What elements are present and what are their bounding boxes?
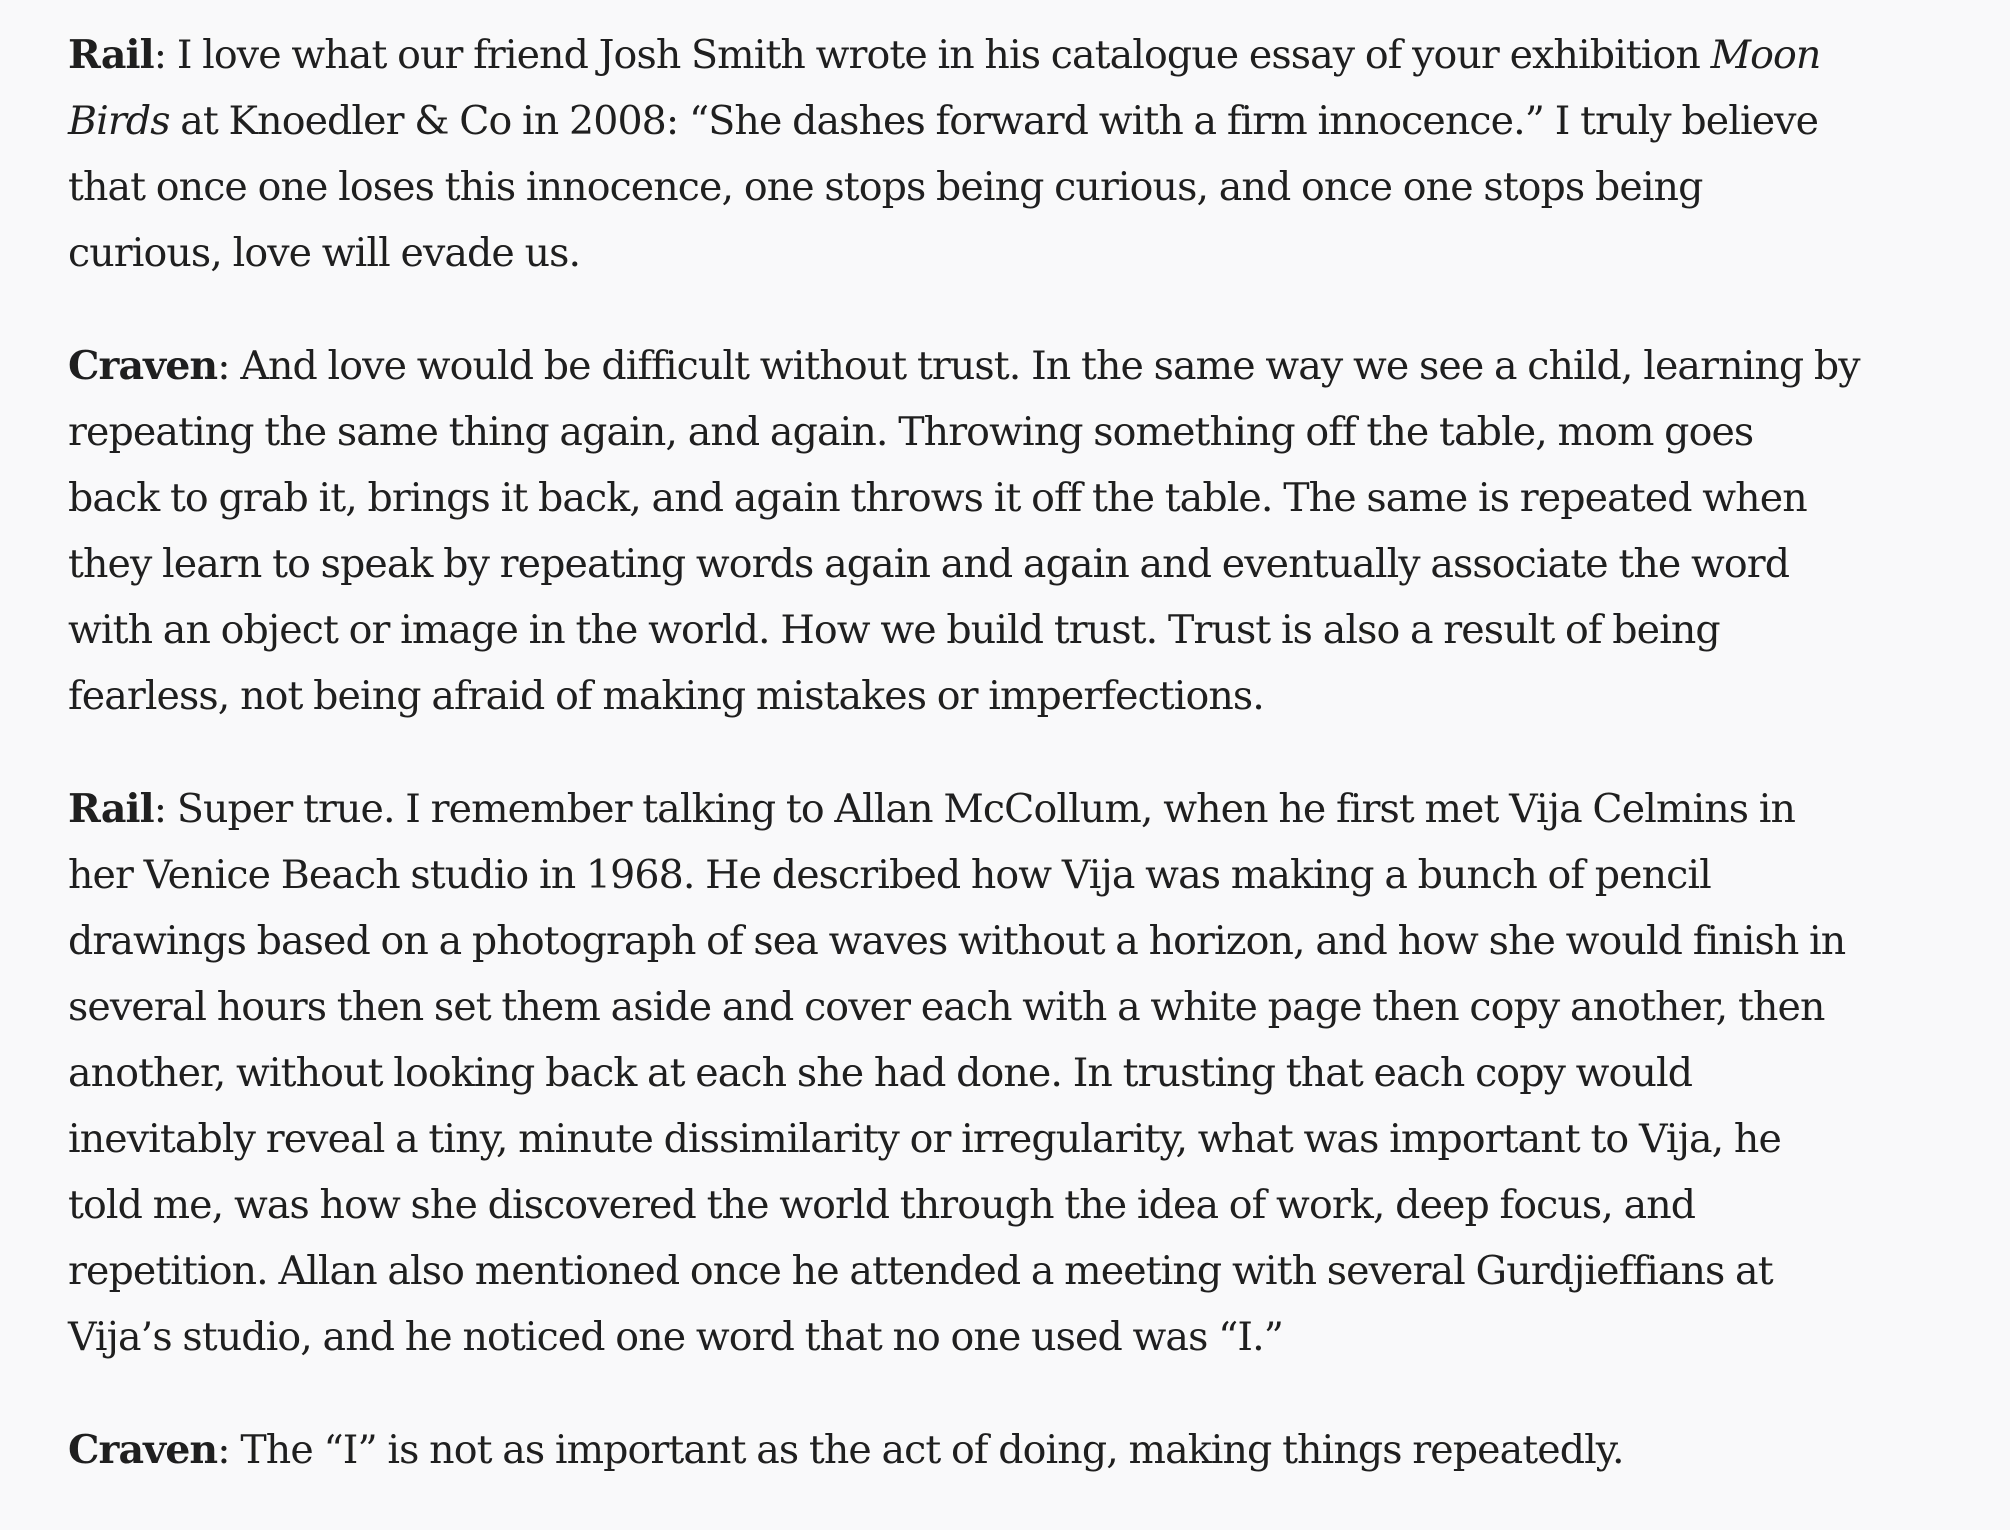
speaker-name: Rail bbox=[68, 786, 154, 832]
text-line bbox=[68, 776, 1968, 842]
text-line: several hours then set them aside and cover each with a white page then copy another, then bbox=[68, 984, 1825, 1030]
text-line: Vija’s studio, and he noticed one word that no one used was “I.” bbox=[68, 1314, 1284, 1360]
italic-title: Moon bbox=[1710, 32, 1821, 78]
exchange-rail-1 bbox=[68, 22, 1968, 286]
text-line: inevitably reveal a tiny, minute dissimilarity or irregularity, what was important to Vija, he bbox=[68, 1116, 1781, 1162]
text-line: repetition. Allan also mentioned once he attended a meeting with several Gurdjieffians at bbox=[68, 1248, 1773, 1294]
speaker-colon: : bbox=[153, 786, 167, 832]
line-text: And love would be difficult without trust. In the same way we see a child, learning by bbox=[229, 343, 1860, 389]
text-line: repeating the same thing again, and again. Throwing something off the table, mom goes bbox=[68, 409, 1754, 455]
exchange-craven-1 bbox=[68, 333, 1968, 729]
interview-article bbox=[68, 22, 1968, 1530]
text-line bbox=[68, 333, 1968, 399]
text-line: told me, was how she discovered the world through the idea of work, deep focus, and bbox=[68, 1182, 1696, 1228]
speaker-name: Craven bbox=[68, 1427, 218, 1473]
speaker-name: Craven bbox=[68, 343, 218, 389]
text-line bbox=[68, 88, 1968, 154]
speaker-name: Rail bbox=[68, 32, 154, 78]
speaker-colon: : bbox=[217, 343, 230, 389]
line-text: at Knoedler & Co in 2008: “She dashes forward with a firm innocence.” I truly believe bbox=[169, 98, 1819, 144]
text-line: curious, love will evade us. bbox=[68, 230, 581, 276]
text-line: back to grab it, brings it back, and again throws it off the table. The same is repeated when bbox=[68, 475, 1807, 521]
text-line: with an object or image in the world. How we build trust. Trust is also a result of being bbox=[68, 607, 1720, 653]
italic-title: Birds bbox=[68, 98, 170, 144]
exchange-craven-2 bbox=[68, 1417, 1968, 1483]
text-line bbox=[68, 22, 1968, 88]
text-line: drawings based on a photograph of sea waves without a horizon, and how she would finish in bbox=[68, 918, 1846, 964]
text-line: that once one loses this innocence, one stops being curious, and once one stops being bbox=[68, 164, 1703, 210]
exchange-rail-2 bbox=[68, 776, 1968, 1370]
text-line: her Venice Beach studio in 1968. He described how Vija was making a bunch of pencil bbox=[68, 852, 1711, 898]
text-line bbox=[68, 1417, 1968, 1483]
line-text: Super true. I remember talking to Allan McCollum, when he first met Vija Celmins in bbox=[166, 786, 1796, 832]
speaker-colon: : bbox=[217, 1427, 230, 1473]
speaker-colon: : bbox=[153, 32, 167, 78]
text-line: another, without looking back at each she had done. In trusting that each copy would bbox=[68, 1050, 1693, 1096]
line-text: The “I” is not as important as the act of doing, making things repeatedly. bbox=[229, 1427, 1624, 1473]
text-line: fearless, not being afraid of making mistakes or imperfections. bbox=[68, 673, 1264, 719]
line-text: I love what our friend Josh Smith wrote in his catalogue essay of your exhibition bbox=[166, 32, 1711, 78]
text-line: they learn to speak by repeating words again and again and eventually associate the word bbox=[68, 541, 1790, 587]
